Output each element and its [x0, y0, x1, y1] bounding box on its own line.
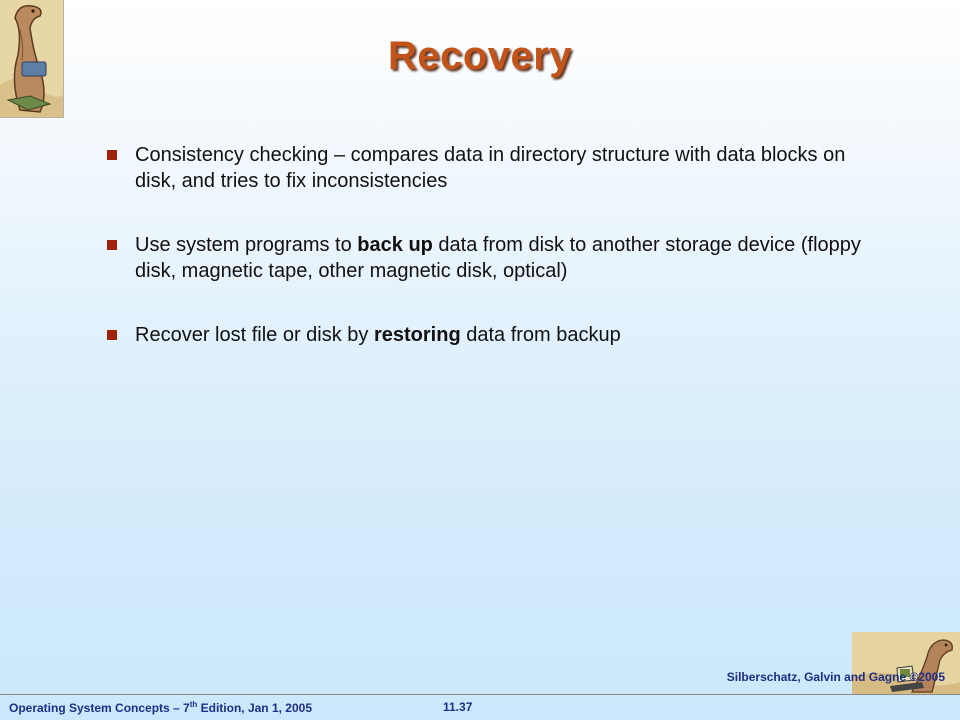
bullet-item — [100, 322, 880, 348]
square-bullet-icon — [107, 240, 117, 250]
bullet-bold-text: back up — [357, 234, 433, 256]
bullet-text-rest: data from backup — [460, 324, 621, 346]
bullet-item — [100, 142, 880, 194]
bullet-text-rest: data from disk to another storage device (floppy disk, magnetic tape, other magnetic disk, optical) — [135, 234, 861, 282]
bullet-text: Recover lost file or disk by — [135, 324, 374, 346]
footer-divider — [0, 694, 960, 695]
slide-title: Recovery — [387, 34, 573, 78]
bullet-text: Consistency checking – compares data in directory structure with data blocks on disk, and tries to fix inconsistencies — [135, 144, 846, 192]
bullet-text: Use system programs to — [135, 234, 358, 256]
square-bullet-icon — [107, 150, 117, 160]
square-bullet-icon — [107, 330, 117, 340]
bullet-item — [100, 232, 880, 284]
dinosaur-laptop-icon — [852, 632, 960, 694]
footer-course-title: Operating System Concepts – 7th Edition, Jan 1, 2005 — [9, 700, 313, 715]
bullet-bold-text: restoring — [373, 324, 461, 346]
footer-slide-number: 11.37 — [443, 700, 473, 714]
bullet-list — [100, 142, 880, 386]
footer-authors: Silberschatz, Galvin and Gagne ©2005 — [726, 670, 945, 684]
